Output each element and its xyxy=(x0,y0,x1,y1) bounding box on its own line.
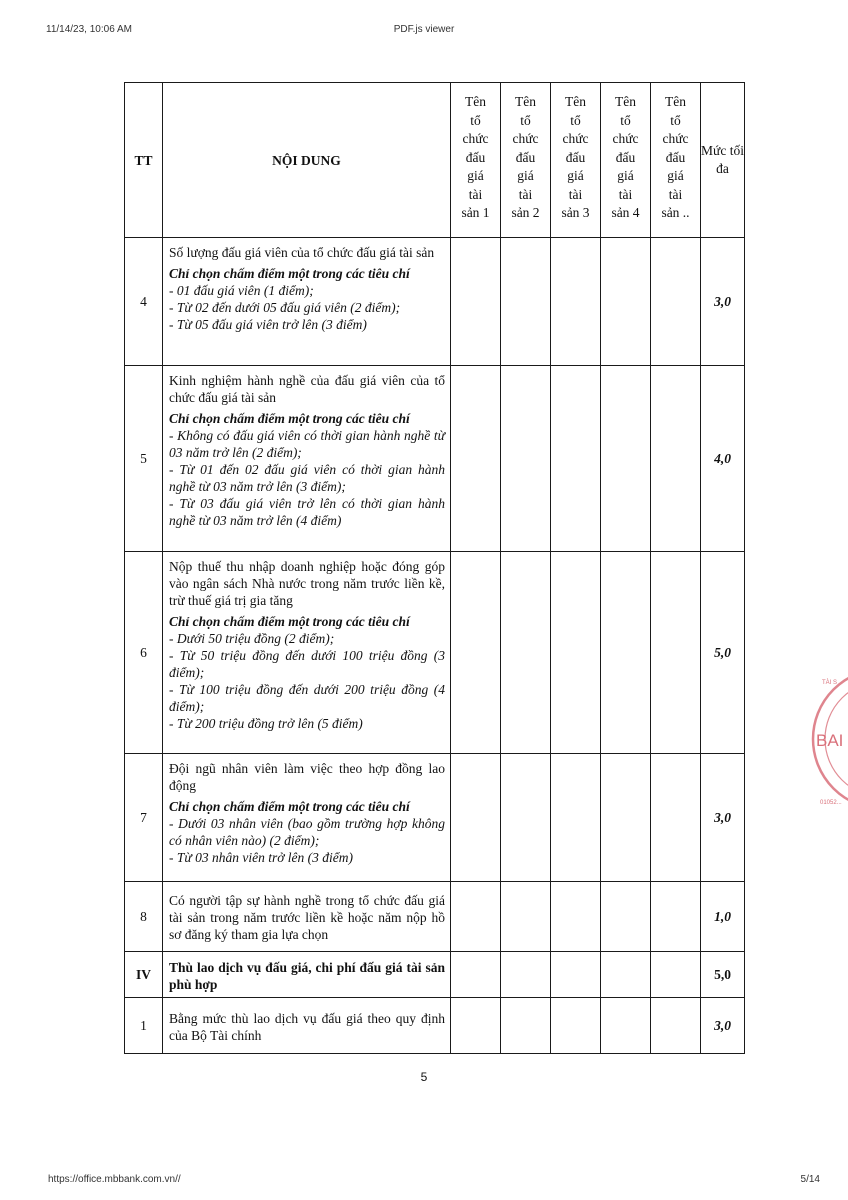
score-cell-org-2 xyxy=(501,998,551,1054)
header-org-word: tài xyxy=(568,186,583,202)
table-row xyxy=(125,754,745,882)
score-cell-org-4 xyxy=(601,998,651,1054)
cell-content xyxy=(163,754,451,882)
score-cell-org-4 xyxy=(601,238,651,366)
criterion-option: - Không có đấu giá viên có thời gian hành nghề từ 03 năm trở lên (2 điểm); xyxy=(169,428,445,460)
score-cell-org-2 xyxy=(501,552,551,754)
header-org-word: sản 2 xyxy=(511,205,540,220)
criterion-option: - Từ 03 nhân viên trở lên (3 điểm) xyxy=(169,850,354,865)
header-org-word: đấu xyxy=(565,149,586,165)
header-org-word: tổ xyxy=(670,112,681,128)
cell-tt: IV xyxy=(125,952,163,998)
header-org-word: đấu xyxy=(615,149,636,165)
score-cell-org-2 xyxy=(501,238,551,366)
header-org-word: tổ xyxy=(470,112,481,128)
table-row xyxy=(125,238,745,366)
score-cell-org-5 xyxy=(651,998,701,1054)
criterion-option: - Từ 03 đấu giá viên trở lên có thời gian hành nghề từ 03 năm trở lên (4 điểm) xyxy=(169,496,445,528)
cell-content xyxy=(163,552,451,754)
header-org-word: Tên xyxy=(565,94,586,109)
header-org-word: sản 3 xyxy=(561,205,590,220)
cell-tt: 4 xyxy=(125,238,163,366)
header-org-word: Tên xyxy=(615,94,636,109)
cell-max-score: 3,0 xyxy=(701,998,745,1054)
cell-tt: 5 xyxy=(125,366,163,552)
cell-tt: 8 xyxy=(125,882,163,952)
page-number: 5 xyxy=(420,1070,428,1084)
criterion-option: - Dưới 50 triệu đồng (2 điểm); xyxy=(169,631,335,646)
header-org-word: tổ xyxy=(620,112,631,128)
header-org-word: giá xyxy=(667,168,684,183)
score-cell-org-4 xyxy=(601,366,651,552)
criterion-title: Số lượng đấu giá viên của tổ chức đấu giá tài sản xyxy=(169,245,435,260)
print-datetime: 11/14/23, 10:06 AM xyxy=(46,24,132,35)
score-cell-org-5 xyxy=(651,952,701,998)
score-cell-org-3 xyxy=(551,952,601,998)
header-org-word: tài xyxy=(618,186,633,202)
score-cell-org-2 xyxy=(501,882,551,952)
table-row xyxy=(125,952,745,998)
criterion-title: Kinh nghiệm hành nghề của đấu giá viên của tổ chức đấu giá tài sản xyxy=(169,373,445,405)
header-org-word: Tên xyxy=(665,94,686,109)
red-seal-stamp xyxy=(808,664,848,814)
header-org-word: đấu xyxy=(465,149,486,165)
criteria-heading: Chỉ chọn chấm điểm một trong các tiêu chí xyxy=(169,799,410,814)
criterion-option: - Từ 200 triệu đồng trở lên (5 điểm) xyxy=(169,716,363,731)
score-cell-org-5 xyxy=(651,882,701,952)
score-cell-org-5 xyxy=(651,238,701,366)
cell-max-score: 1,0 xyxy=(701,882,745,952)
score-cell-org-1 xyxy=(451,238,501,366)
header-org-word: tài xyxy=(518,186,533,202)
header-org-word: đấu xyxy=(515,149,536,165)
header-org-word: giá xyxy=(617,168,634,183)
criterion-option: - Từ 100 triệu đồng đến dưới 200 triệu đồng (4 điểm); xyxy=(169,682,445,714)
header-org-4 xyxy=(601,83,651,238)
criterion-title: Bằng mức thù lao dịch vụ đấu giá theo quy định của Bộ Tài chính xyxy=(169,1010,445,1043)
cell-max-score: 3,0 xyxy=(701,754,745,882)
browser-print-footer xyxy=(0,1174,848,1188)
header-content: NỘI DUNG xyxy=(163,83,451,238)
scoring-table xyxy=(124,82,745,1054)
cell-tt: 6 xyxy=(125,552,163,754)
score-cell-org-1 xyxy=(451,552,501,754)
header-org-word: đấu xyxy=(665,149,686,165)
criterion-option: - Từ 02 đến dưới 05 đấu giá viên (2 điểm); xyxy=(169,300,401,315)
cell-content xyxy=(163,998,451,1054)
score-cell-org-2 xyxy=(501,754,551,882)
header-max-score xyxy=(701,83,745,238)
header-org-word: chức xyxy=(462,131,489,146)
svg-text:TÀI S: TÀI S xyxy=(822,680,838,686)
svg-text:BAI: BAI xyxy=(816,731,844,750)
print-page-counter: 5/14 xyxy=(800,1174,820,1185)
header-org-word: tài xyxy=(468,186,483,202)
header-org-word: chức xyxy=(662,131,689,146)
header-org-3 xyxy=(551,83,601,238)
criterion-title: Thù lao dịch vụ đấu giá, chi phí đấu giá tài sản phù hợp xyxy=(169,959,445,992)
cell-tt: 1 xyxy=(125,998,163,1054)
header-org-word: giá xyxy=(567,168,584,183)
cell-content xyxy=(163,952,451,998)
cell-max-score: 5,0 xyxy=(701,952,745,998)
table-header-row xyxy=(125,83,745,238)
header-org-word: chức xyxy=(612,131,639,146)
score-cell-org-4 xyxy=(601,952,651,998)
header-tt: TT xyxy=(125,83,163,238)
score-cell-org-1 xyxy=(451,366,501,552)
criterion-option: - 01 đấu giá viên (1 điểm); xyxy=(169,283,314,298)
header-org-1 xyxy=(451,83,501,238)
header-org-word: tổ xyxy=(570,112,581,128)
score-cell-org-1 xyxy=(451,754,501,882)
score-cell-org-3 xyxy=(551,366,601,552)
header-org-word: Tên xyxy=(515,94,536,109)
cell-max-score: 3,0 xyxy=(701,238,745,366)
score-cell-org-5 xyxy=(651,754,701,882)
header-org-word: sản 1 xyxy=(461,205,490,220)
criteria-heading: Chỉ chọn chấm điểm một trong các tiêu chí xyxy=(169,266,410,281)
table-row xyxy=(125,998,745,1054)
criterion-title: Đội ngũ nhân viên làm việc theo hợp đồng lao động xyxy=(169,761,445,793)
cell-tt: 7 xyxy=(125,754,163,882)
score-cell-org-2 xyxy=(501,952,551,998)
header-max-line-1: Mức tối xyxy=(701,143,744,158)
header-org-5 xyxy=(651,83,701,238)
browser-print-header xyxy=(0,24,848,38)
criteria-heading: Chỉ chọn chấm điểm một trong các tiêu chí xyxy=(169,411,410,426)
criterion-option: - Từ 05 đấu giá viên trở lên (3 điểm) xyxy=(169,317,367,332)
header-org-word: Tên xyxy=(465,94,486,109)
print-document-title: PDF.js viewer xyxy=(393,24,455,35)
header-org-word: giá xyxy=(517,168,534,183)
table-row xyxy=(125,552,745,754)
print-url: https://office.mbbank.com.vn// xyxy=(48,1174,181,1185)
score-cell-org-1 xyxy=(451,952,501,998)
score-cell-org-4 xyxy=(601,754,651,882)
score-cell-org-1 xyxy=(451,882,501,952)
table-row xyxy=(125,366,745,552)
score-cell-org-3 xyxy=(551,882,601,952)
score-cell-org-1 xyxy=(451,998,501,1054)
criterion-option: - Dưới 03 nhân viên (bao gồm trường hợp không có nhân viên nào) (2 điểm); xyxy=(169,816,445,848)
cell-max-score: 5,0 xyxy=(701,552,745,754)
criterion-title: Có người tập sự hành nghề trong tổ chức đấu giá tài sản trong năm trước liền kề hoặc năm nộp hồ sơ đăng ký tham gia lựa chọn xyxy=(169,893,445,942)
score-cell-org-3 xyxy=(551,754,601,882)
cell-content xyxy=(163,882,451,952)
score-cell-org-2 xyxy=(501,366,551,552)
score-cell-org-3 xyxy=(551,552,601,754)
header-org-word: tổ xyxy=(520,112,531,128)
header-org-word: tài xyxy=(668,186,683,202)
criterion-option: - Từ 01 đến 02 đấu giá viên có thời gian hành nghề từ 03 năm trở lên (3 điểm); xyxy=(169,462,445,494)
header-org-word: giá xyxy=(467,168,484,183)
header-max-line-2: đa xyxy=(716,161,729,176)
header-org-word: sản 4 xyxy=(611,205,640,220)
score-cell-org-4 xyxy=(601,552,651,754)
header-org-word: sản .. xyxy=(661,205,690,220)
cell-content xyxy=(163,366,451,552)
cell-content xyxy=(163,238,451,366)
header-org-word: chức xyxy=(512,131,539,146)
criterion-option: - Từ 50 triệu đồng đến dưới 100 triệu đồng (3 điểm); xyxy=(169,648,445,680)
score-cell-org-3 xyxy=(551,998,601,1054)
criterion-title: Nộp thuế thu nhập doanh nghiệp hoặc đóng góp vào ngân sách Nhà nước trong năm trước liền kề, trừ thuế giá trị gia tăng xyxy=(169,559,445,608)
table-row xyxy=(125,882,745,952)
score-cell-org-3 xyxy=(551,238,601,366)
score-cell-org-5 xyxy=(651,366,701,552)
score-cell-org-5 xyxy=(651,552,701,754)
cell-max-score: 4,0 xyxy=(701,366,745,552)
criteria-heading: Chỉ chọn chấm điểm một trong các tiêu chí xyxy=(169,614,410,629)
score-cell-org-4 xyxy=(601,882,651,952)
svg-text:01052...: 01052... xyxy=(820,800,842,806)
header-org-2 xyxy=(501,83,551,238)
header-org-word: chức xyxy=(562,131,589,146)
